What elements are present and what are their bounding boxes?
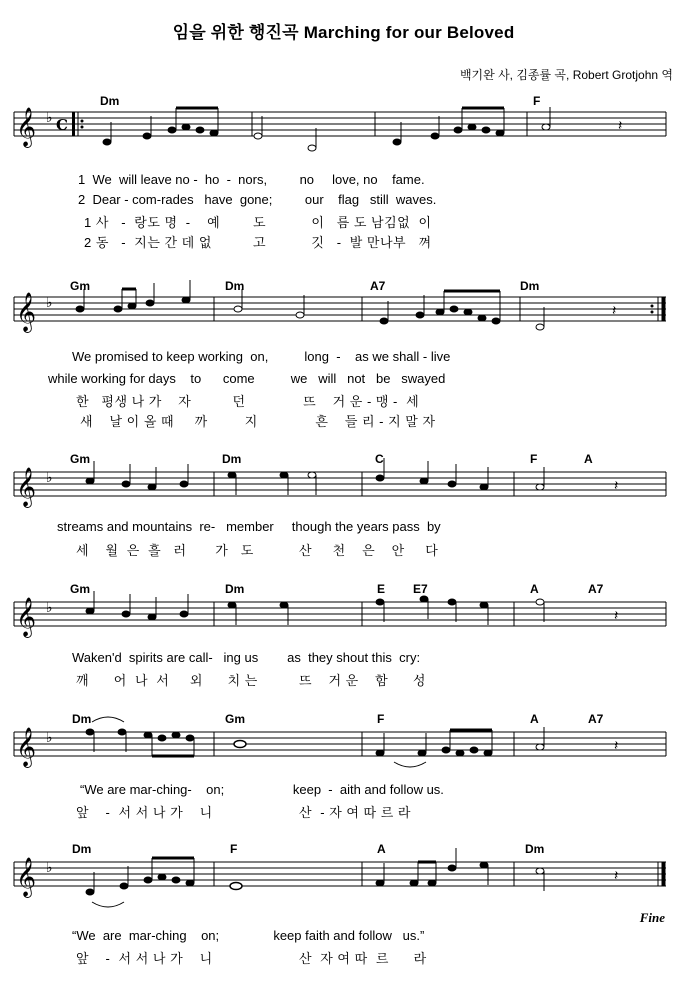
svg-text:𝄞: 𝄞 <box>16 107 37 147</box>
chord-symbol: A7 <box>588 712 604 726</box>
music-system-2 <box>0 275 687 435</box>
chord-symbol: Dm <box>520 279 540 293</box>
lyric-line: 세 월 은 흘 러 가 도 산 천 은 안 다 <box>76 543 439 558</box>
lyric-line: 1 We will leave no - ho - nors, no love, no fame. <box>78 172 425 187</box>
svg-text:♭: ♭ <box>46 860 53 876</box>
lyric-line: 한 평생 나 가 자 던 뜨 거 운 - 맹 - 세 <box>76 394 420 409</box>
lyric-line: “We are mar-ching on; keep faith and follow us.” <box>72 928 425 943</box>
chord-symbol: Dm <box>100 94 120 108</box>
chord-symbol: F <box>533 94 541 108</box>
chord-symbol: Dm <box>525 842 545 856</box>
chord-symbol: A <box>584 452 593 466</box>
chord-symbol: E7 <box>413 582 428 596</box>
chord-symbol: Dm <box>72 842 92 856</box>
chord-symbol: A <box>377 842 386 856</box>
chord-symbol: A <box>530 582 539 596</box>
staff <box>0 450 687 520</box>
chord-symbol: C <box>375 452 384 466</box>
chord-symbol: Dm <box>72 712 92 726</box>
lyric-line: 새 날 이 올 때 까 지 흔 들 리 - 지 말 자 <box>80 414 436 429</box>
chord-symbol: Gm <box>225 712 246 726</box>
svg-text:𝄽: 𝄽 <box>612 302 617 318</box>
chord-symbol: F <box>377 712 385 726</box>
svg-text:𝄞: 𝄞 <box>16 292 37 332</box>
svg-text:𝄞: 𝄞 <box>16 597 37 637</box>
staff <box>0 275 687 345</box>
svg-text:♭: ♭ <box>46 470 53 486</box>
chord-symbol: F <box>530 452 538 466</box>
lyric-line: 깨 어 나 서 외 치 는 뜨 거 운 함 성 <box>76 673 426 688</box>
lyric-line: We promised to keep working on, long - as we shall - live <box>72 349 451 364</box>
fine-marking: Fine <box>639 910 665 925</box>
svg-text:𝄽: 𝄽 <box>614 737 619 753</box>
chord-symbol: Dm <box>225 582 245 596</box>
svg-text:𝄽: 𝄽 <box>614 867 619 883</box>
staff <box>0 710 687 780</box>
chord-symbol: F <box>230 842 238 856</box>
svg-text:♭: ♭ <box>46 600 53 616</box>
chord-symbol: Gm <box>70 452 91 466</box>
song-credit: 백기완 사, 김종률 곡, Robert Grotjohn 역 <box>459 68 673 82</box>
staff <box>0 580 687 650</box>
svg-text:𝄞: 𝄞 <box>16 727 37 767</box>
chord-symbol: A7 <box>370 279 386 293</box>
music-system-1 <box>0 90 687 250</box>
lyric-line: 2 Dear - com-rades have gone; our flag still waves. <box>78 192 437 207</box>
staff <box>0 90 687 160</box>
svg-text:𝄽: 𝄽 <box>618 117 623 133</box>
lyric-line: 앞 - 서 서 나 가 니 산 자 여 따 르 라 <box>76 951 427 966</box>
chord-symbol: E <box>377 582 386 596</box>
svg-text:♭: ♭ <box>46 110 53 126</box>
svg-text:𝄞: 𝄞 <box>16 467 37 507</box>
lyric-line: 앞 - 서 서 나 가 니 산 - 자 여 따 르 라 <box>76 805 411 820</box>
svg-text:C: C <box>56 116 68 134</box>
chord-symbol: Dm <box>222 452 242 466</box>
svg-text:𝄽: 𝄽 <box>614 607 619 623</box>
svg-text:𝄽: 𝄽 <box>614 477 619 493</box>
lyric-line: while working for days to come we will not be swayed <box>48 371 446 386</box>
lyric-line: 2 동 - 지는 간 데 없 고 깃 - 발 만나부 껴 <box>84 235 432 250</box>
chord-symbol: Gm <box>70 582 91 596</box>
staff <box>0 840 687 910</box>
svg-text:♭: ♭ <box>46 730 53 746</box>
music-system-6 <box>0 840 687 1000</box>
lyric-line: “We are mar-ching- on; keep - aith and follow us. <box>80 782 444 797</box>
song-title: 임을 위한 행진곡 Marching for our Beloved <box>172 23 515 42</box>
lyric-line: Waken'd spirits are call- ing us as they shout this cry: <box>72 650 421 665</box>
svg-text:𝄞: 𝄞 <box>16 857 37 897</box>
lyric-line: streams and mountains re- member though the years pass by <box>57 519 441 534</box>
lyric-line: 1 사 - 랑도 명 - 예 도 이 름 도 남김없 이 <box>84 215 432 230</box>
chord-symbol: A7 <box>588 582 604 596</box>
chord-symbol: A <box>530 712 539 726</box>
chord-symbol: Dm <box>225 279 245 293</box>
svg-text:♭: ♭ <box>46 295 53 311</box>
chord-symbol: Gm <box>70 279 91 293</box>
